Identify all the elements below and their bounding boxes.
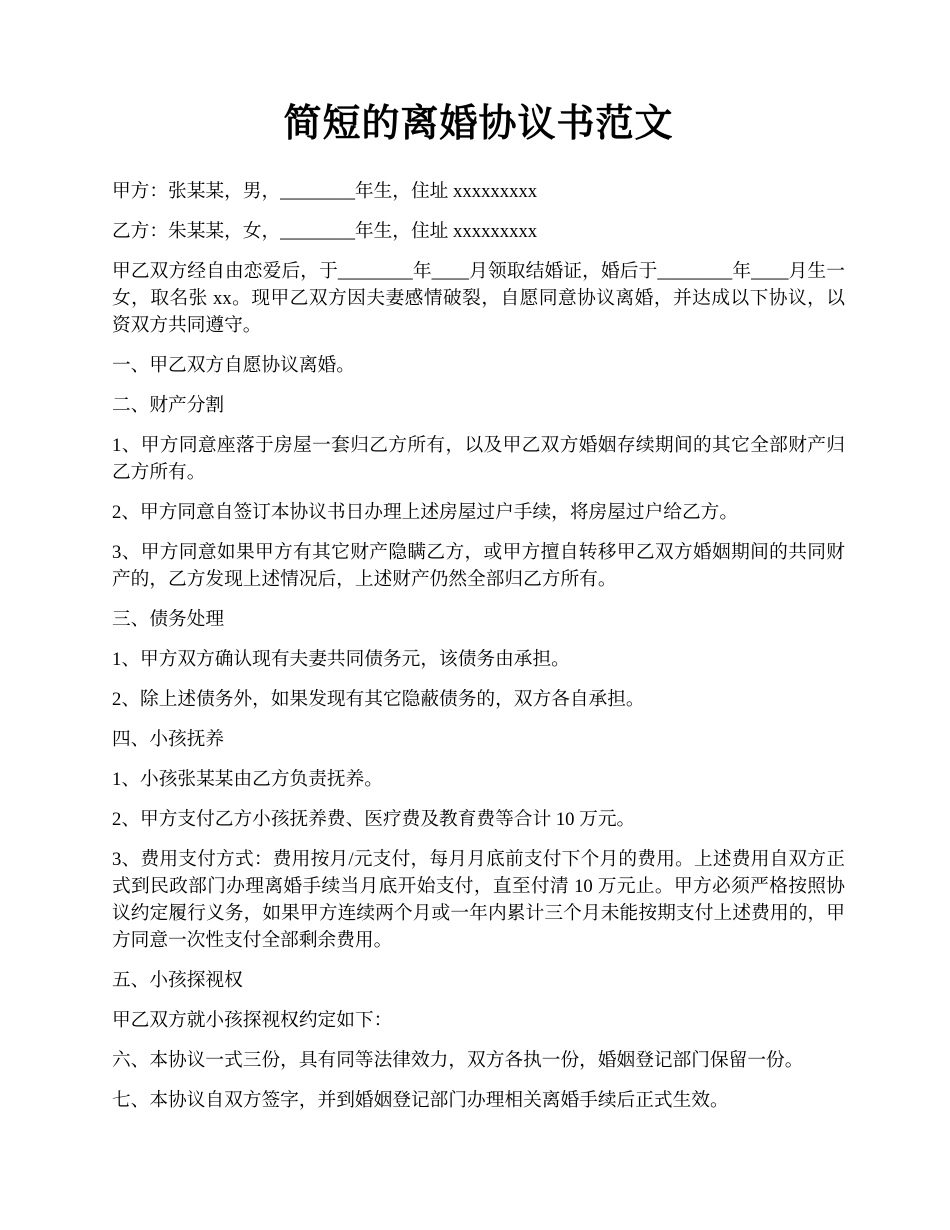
- property-item-1: 1、甲方同意座落于房屋一套归乙方所有，以及甲乙双方婚姻存续期间的其它全部财产归乙方所有。: [112, 435, 845, 483]
- clause-6-copies: 六、本协议一式三份，具有同等法律效力，双方各执一份，婚姻登记部门保留一份。: [112, 1050, 804, 1071]
- property-item-2: 2、甲方同意自签订本协议书日办理上述房屋过户手续，将房屋过户给乙方。: [112, 502, 739, 523]
- section-4-child-custody-heading: 四、小孩抚养: [112, 729, 225, 750]
- custody-item-1: 1、小孩张某某由乙方负责抚养。: [112, 769, 383, 790]
- visitation-intro-line: 甲乙双方就小孩探视权约定如下：: [112, 1010, 393, 1031]
- document-title: 简短的离婚协议书范文: [283, 101, 674, 145]
- party-a-line: 甲方：张某某，男，________年生，住址 xxxxxxxxx: [112, 181, 538, 202]
- section-2-property-division-heading: 二、财产分割: [112, 395, 225, 416]
- section-3-debt-handling-heading: 三、债务处理: [112, 609, 225, 630]
- party-b-line: 乙方：朱某某，女，________年生，住址 xxxxxxxxx: [112, 221, 538, 242]
- preamble-paragraph: 甲乙双方经自由恋爱后，于________年____月领取结婚证，婚后于________年____月生一女，取名张 xx。现甲乙双方因夫妻感情破裂，自愿同意协议离婚，并达成以下协议，以资双方共同遵守。: [112, 261, 845, 336]
- section-5-visitation-heading: 五、小孩探视权: [112, 970, 243, 991]
- property-item-3: 3、甲方同意如果甲方有其它财产隐瞒乙方，或甲方擅自转移甲乙双方婚姻期间的共同财产的，乙方发现上述情况后，上述财产仍然全部归乙方所有。: [112, 542, 845, 590]
- clause-1-voluntary-divorce: 一、甲乙双方自愿协议离婚。: [112, 355, 355, 376]
- debt-item-2: 2、除上述债务外，如果发现有其它隐蔽债务的，双方各自承担。: [112, 689, 645, 710]
- custody-item-2: 2、甲方支付乙方小孩抚养费、医疗费及教育费等合计 10 万元。: [112, 809, 636, 830]
- clause-7-effectiveness: 七、本协议自双方签字，并到婚姻登记部门办理相关离婚手续后正式生效。: [112, 1090, 729, 1111]
- custody-item-3-payment-terms: 3、费用支付方式：费用按月/元支付，每月月底前支付下个月的费用。上述费用自双方正式到民政部门办理离婚手续当月底开始支付，直至付清 10 万元止。甲方必须严格按照协议约定履行义务，如果甲方连续两个月或一年内累计三个月未能按期支付上述费用的，甲方同意一次性支付全部剩余费用。: [112, 849, 845, 951]
- debt-item-1: 1、甲方双方确认现有夫妻共同债务元，该债务由承担。: [112, 649, 570, 670]
